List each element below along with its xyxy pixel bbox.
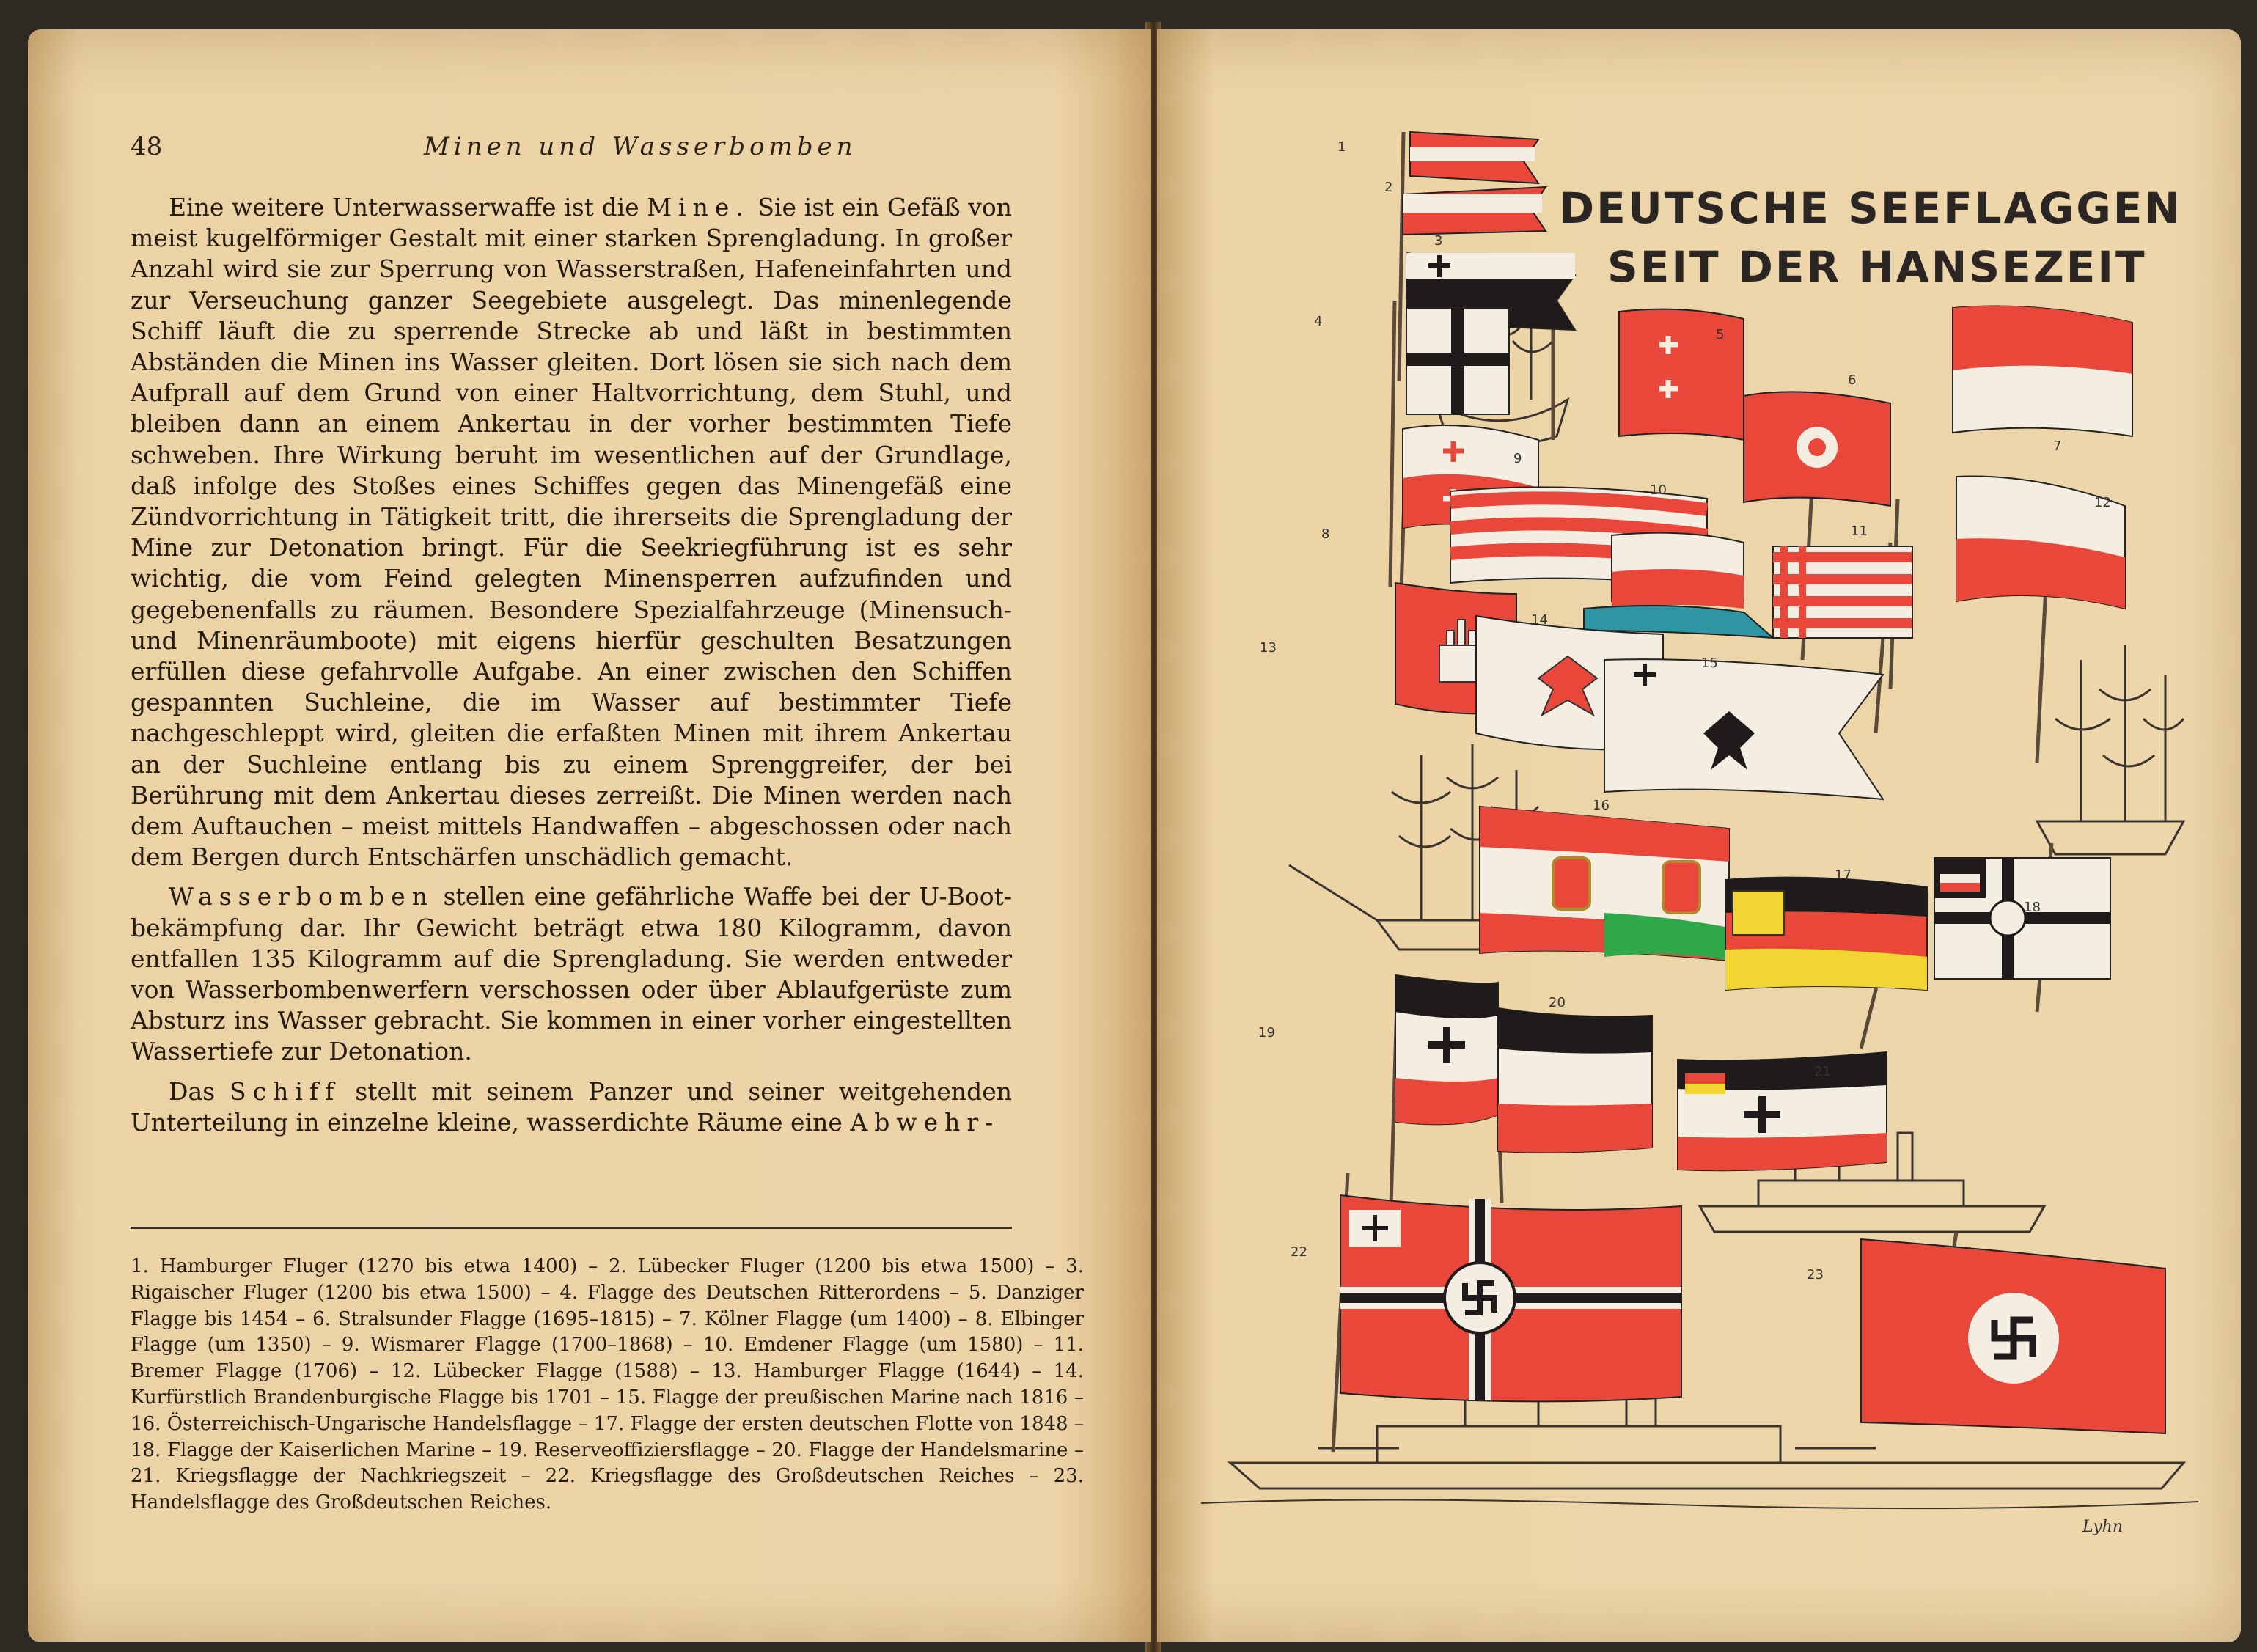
flag-number: 5: [1716, 327, 1725, 342]
flag-19-reserveoffiziersflagge: [1395, 975, 1498, 1124]
running-head: [131, 132, 1010, 176]
emphasis-term: Mine.: [647, 193, 750, 221]
flag-18-kaiserliche-marine: [1934, 858, 2110, 979]
flag-15-preussische-marine: [1604, 659, 1883, 799]
flag-number: 16: [1593, 798, 1610, 813]
flag-number: 7: [2053, 438, 2062, 454]
flag-number: 13: [1260, 640, 1277, 656]
flag-number: 18: [2024, 900, 2041, 915]
paragraph-mine: [131, 192, 1012, 873]
page-number: 48: [131, 132, 163, 161]
flag-7-koelner-flagge: [1953, 306, 2132, 437]
running-title: Minen und Wasserbomben: [424, 132, 857, 161]
flag-11-bremer-flagge: [1773, 546, 1912, 638]
paragraph-text: stellen eine gefährliche Waffe bei der U-Boot-bekämpfung dar. Ihr Gewicht beträgt etwa 180 Kilogramm, davon entfallen 135 Kilogramm auf die Sprengladung. Sie werden entweder von Wasserbombenwerfern verschossen oder über Ablaufgerüste zum Absturz ins Wasser gebracht. Sie kommen in einer vorher eingestellten Wassertiefe zur Detonation.: [131, 882, 1012, 1066]
flag-17-erste-deutsche-flotte: [1725, 878, 1927, 990]
flag-number: 4: [1314, 314, 1323, 329]
footnote: 1. Hamburger Fluger (1270 bis etwa 1400) – 2. Lübecker Fluger (1200 bis etwa 1500) – 3. Rigaischer Fluger (1200 bis etwa 1500) – 4. Flagge des Deutschen Ritterordens – 5. Danziger Flagge bis 1454 – 6. Stralsunder Flagge (1695–1815) – 7. Kölner Flagge (um 1400) – 8. Elbinger Flagge (um 1350) – 9. Wismarer Flagge (1700–1868) – 10. Emdener Flagge (um 1580) – 11. Bremer Flagge (1706) – 12. Lübecker Flagge (1588) – 13. Hamburger Flagge (1644) – 14. Kurfürstlich Brandenburgische Flagge bis 1701 – 15. Flagge der preußischen Marine nach 1816 – 16. Österreichisch-Ungarische Handelsflagge – 17. Flagge der ersten deutschen Flotte von 1848 – 18. Flagge der Kaiserlichen Marine – 19. Reserveoffiziersflagge – 20. Flagge der Handelsmarine – 21. Kriegsflagge der Nachkriegszeit – 22. Kriegsflagge des Großdeutschen Reiches – 23. Handelsflagge des Großdeutschen Reiches.: [131, 1255, 1084, 1514]
emphasis-term: Schiff: [230, 1076, 341, 1106]
flag-6-stralsunder-flagge: [1744, 392, 1890, 506]
flag-number: 1: [1337, 139, 1346, 155]
artist-signature: Lyhn: [2082, 1518, 2123, 1536]
paragraph-wasserbomben: [131, 881, 1012, 1067]
flag-16-oesterreich-ungarn: [1480, 807, 1729, 961]
poster-title-line-1: DEUTSCHE SEEFLAGGEN: [1559, 183, 2182, 233]
body-text: [131, 192, 1012, 1204]
flag-2-luebecker-fluger: [1403, 187, 1546, 235]
emphasis-term: Wasserbomben: [169, 882, 435, 911]
flag-number: 8: [1321, 526, 1330, 542]
flag-number: 6: [1848, 372, 1857, 388]
flag-number: 14: [1531, 612, 1548, 628]
flag-21-kriegsflagge-nachkriegszeit: [1678, 1052, 1887, 1170]
flag-23-handelsflagge-grossdeutsch: [1861, 1239, 2165, 1433]
flag-number: 17: [1835, 867, 1852, 883]
flag-number: 9: [1513, 451, 1522, 466]
flag-number: 19: [1258, 1025, 1275, 1040]
flag-1-hamburger-fluger: [1410, 132, 1538, 183]
flag-number: 15: [1701, 656, 1718, 671]
flag-number: 11: [1851, 524, 1868, 539]
flag-number: 21: [1814, 1064, 1831, 1079]
paragraph-text: stellt mit seinem Panzer und seiner weitgehenden Unterteilung in einzelne kleine, wasserdichte Räume eine: [131, 1076, 1012, 1137]
flag-number: 23: [1807, 1267, 1824, 1282]
flag-22-kriegsflagge-grossdeutsch: [1340, 1195, 1681, 1401]
flag-4-deutscher-ritterorden: [1406, 308, 1509, 414]
flag-number: 2: [1384, 180, 1393, 195]
flag-5-danziger-flagge: [1619, 309, 1744, 440]
footnote-divider: [131, 1227, 1012, 1229]
paragraph-text: Das: [169, 1076, 230, 1106]
flag-number: 10: [1650, 482, 1667, 498]
sailing-ship-sketch-right: [2037, 645, 2184, 854]
emphasis-term: Abwehr-: [850, 1107, 1000, 1137]
flag-20-handelsmarine: [1498, 1008, 1652, 1153]
paragraph-text: Sie ist ein Gefäß von meist kugelförmiger Gestalt mit einer starken Sprengladung. In großer Anzahl wird sie zur Sperrung von Wasserstraßen, Hafeneinfahrten und zur Verseuchung ganzer Seegebiete ausgelegt. Das minenlegende Schiff läuft die zu sperrende Strecke ab und läßt in bestimmten Abständen die Minen ins Wasser gleiten. Dort lösen sie sich nach dem Aufprall auf dem Grund von einer Haltvorrichtung, dem Stuhl, und bleiben dann an einem Ankertau in der vorher bestimmten Tiefe schweben. Ihre Wirkung beruht im wesentlichen auf der Grundlage, daß infolge des Stoßes eines Schiffes gegen das Minengefäß eine Zündvorrichtung in Tätigkeit tritt, die ihrerseits die Sprengladung der Mine zur Detonation bringt. Für die Seekriegführung ist es sehr wichtig, die vom Feind gelegten Minensperren aufzufinden und gegebenenfalls zu räumen. Besondere Spezialfahrzeuge (Minensuch- und Minenräumboote) mit eigens hierfür geschulten Besatzungen erfüllen diese gefahrvolle Aufgabe. An einer zwischen den Schiffen gespannten Suchleine, die im Wasser auf bestimmter Tiefe nachgeschleppt wird, gleiten die erfaßten Minen mit ihrem Ankertau an der Suchleine entlang bis zu einem Sprenggreifer, der bei Berührung mit dem Ankertau dieses zerreißt. Die Minen werden nach dem Auftauchen – meist mittels Handwaffen – abgeschossen oder nach dem Bergen durch Entschärfen unschädlich gemacht.: [131, 193, 1012, 872]
flag-number: 22: [1291, 1244, 1307, 1260]
flag-number: 12: [2094, 495, 2111, 510]
paragraph-schiff: [131, 1076, 1012, 1138]
paragraph-text: Eine weitere Unterwasserwaffe ist die: [169, 193, 647, 221]
flag-number: 20: [1549, 995, 1566, 1010]
flag-10-emdener-flagge: [1584, 533, 1773, 638]
flag-number: 3: [1434, 233, 1443, 249]
poster-title-line-2: SEIT DER HANSEZEIT: [1607, 242, 2147, 292]
